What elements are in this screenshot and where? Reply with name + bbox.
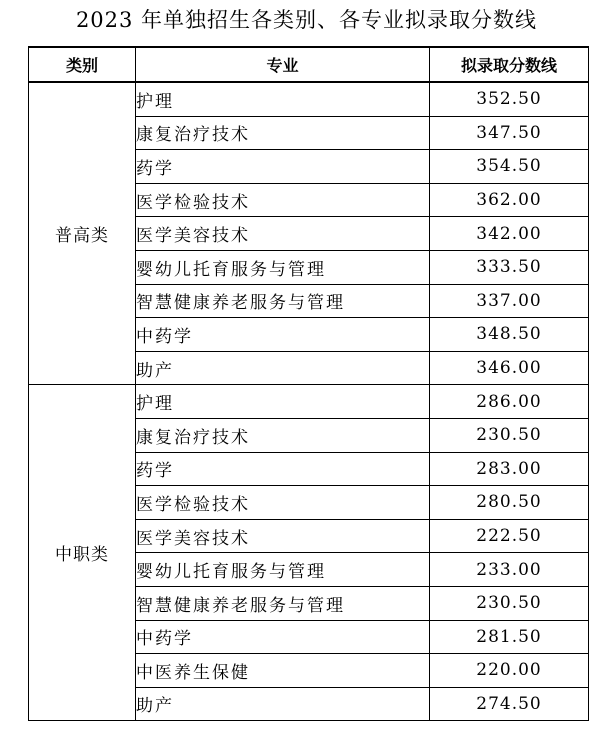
score-cell: 342.00 bbox=[430, 217, 589, 251]
major-cell: 中药学 bbox=[136, 318, 430, 352]
category-cell: 普高类 bbox=[29, 82, 136, 385]
score-cell: 230.50 bbox=[430, 418, 589, 452]
score-cell: 280.50 bbox=[430, 486, 589, 520]
header-major: 专业 bbox=[136, 47, 430, 82]
major-cell: 智慧健康养老服务与管理 bbox=[136, 284, 430, 318]
score-cell: 346.00 bbox=[430, 351, 589, 385]
major-cell: 婴幼儿托育服务与管理 bbox=[136, 553, 430, 587]
score-cell: 233.00 bbox=[430, 553, 589, 587]
score-cell: 222.50 bbox=[430, 519, 589, 553]
major-cell: 康复治疗技术 bbox=[136, 418, 430, 452]
major-cell: 婴幼儿托育服务与管理 bbox=[136, 250, 430, 284]
header-category: 类别 bbox=[29, 47, 136, 82]
score-cell: 362.00 bbox=[430, 183, 589, 217]
score-cell: 347.50 bbox=[430, 116, 589, 150]
major-cell: 医学检验技术 bbox=[136, 486, 430, 520]
table-row bbox=[29, 82, 589, 116]
score-cell: 281.50 bbox=[430, 620, 589, 654]
score-cell: 274.50 bbox=[430, 687, 589, 721]
major-cell: 医学检验技术 bbox=[136, 183, 430, 217]
score-cell: 352.50 bbox=[430, 82, 589, 116]
major-cell: 中医养生保健 bbox=[136, 654, 430, 688]
major-cell: 药学 bbox=[136, 452, 430, 486]
major-cell: 医学美容技术 bbox=[136, 217, 430, 251]
major-cell: 助产 bbox=[136, 687, 430, 721]
score-cell: 337.00 bbox=[430, 284, 589, 318]
major-cell: 药学 bbox=[136, 150, 430, 184]
score-cell: 286.00 bbox=[430, 385, 589, 419]
major-cell: 康复治疗技术 bbox=[136, 116, 430, 150]
score-cell: 230.50 bbox=[430, 586, 589, 620]
score-table bbox=[28, 46, 589, 721]
major-cell: 中药学 bbox=[136, 620, 430, 654]
major-cell: 医学美容技术 bbox=[136, 519, 430, 553]
score-cell: 354.50 bbox=[430, 150, 589, 184]
major-cell: 护理 bbox=[136, 82, 430, 116]
page-title: 2023 年单独招生各类别、各专业拟录取分数线 bbox=[75, 8, 538, 32]
category-cell: 中职类 bbox=[29, 385, 136, 721]
score-cell: 283.00 bbox=[430, 452, 589, 486]
score-cell: 348.50 bbox=[430, 318, 589, 352]
header-score: 拟录取分数线 bbox=[430, 47, 589, 82]
major-cell: 助产 bbox=[136, 351, 430, 385]
score-cell: 333.50 bbox=[430, 250, 589, 284]
table-row bbox=[29, 385, 589, 419]
table-body bbox=[29, 82, 589, 721]
major-cell: 智慧健康养老服务与管理 bbox=[136, 586, 430, 620]
major-cell: 护理 bbox=[136, 385, 430, 419]
score-cell: 220.00 bbox=[430, 654, 589, 688]
table-header-row bbox=[29, 47, 589, 82]
